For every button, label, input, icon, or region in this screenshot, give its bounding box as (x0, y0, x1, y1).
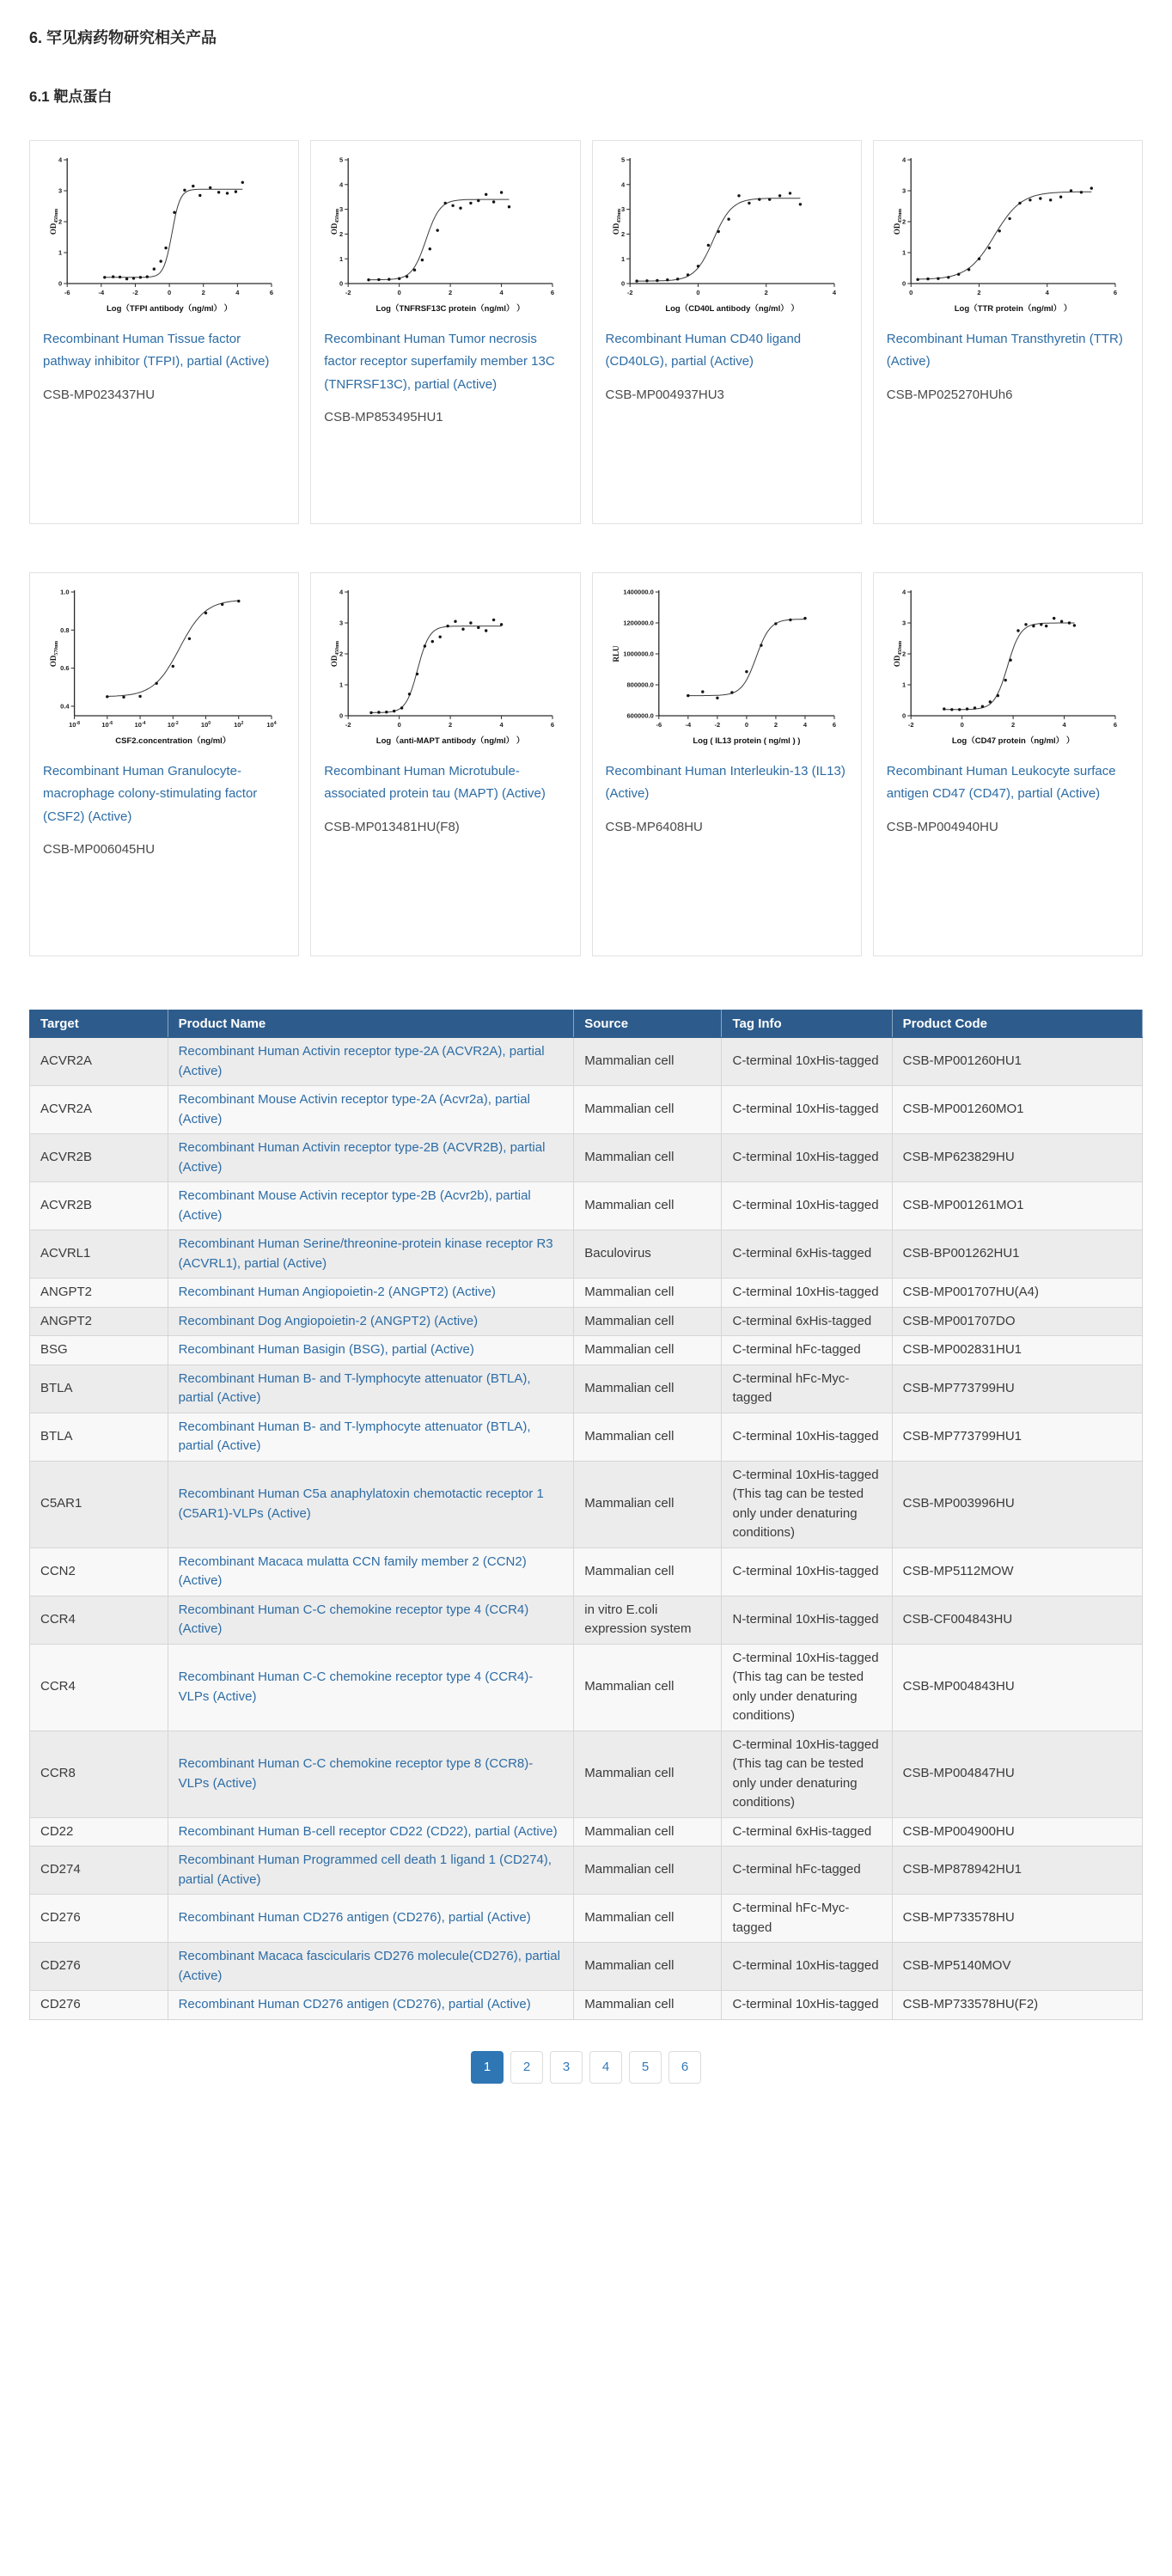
cell-target: ANGPT2 (30, 1279, 168, 1308)
column-header: Product Code (892, 1010, 1142, 1038)
cards-grid (29, 140, 1143, 956)
cell-source: Mammalian cell (574, 1895, 722, 1943)
svg-text:4: 4 (1062, 721, 1066, 729)
cell-source: Mammalian cell (574, 1182, 722, 1230)
product-link[interactable]: Recombinant Human Tumor necrosis factor receptor superfamily member 13C (TNFRSF13C), partial (Active) (324, 332, 555, 392)
svg-text:OD450nm: $OD_{450nm}$ (330, 640, 341, 668)
cell-product-name (168, 1086, 574, 1134)
cell-tag-info: C-terminal 10xHis-tagged (This tag can be tested only under denaturing conditions) (722, 1461, 892, 1547)
cell-target: CCR4 (30, 1596, 168, 1644)
cell-product-code: CSB-MP878942HU1 (892, 1847, 1142, 1895)
cell-target: CD274 (30, 1847, 168, 1895)
svg-text:1.0: 1.0 (60, 588, 70, 596)
svg-text:OD570nm: $OD_{570nm}$ (49, 640, 59, 668)
svg-text:10-4: $10^{-4}$ (134, 720, 146, 729)
cell-source: Mammalian cell (574, 1364, 722, 1413)
svg-text:104: $10^4$ (266, 720, 277, 729)
cell-target: CD22 (30, 1817, 168, 1847)
cell-source: in vitro E.coli expression system (574, 1596, 722, 1644)
svg-text:0: 0 (744, 721, 748, 729)
svg-text:OD450nm: $OD_{450nm}$ (611, 208, 622, 235)
product-card (29, 140, 299, 524)
cell-product-name (168, 1943, 574, 1991)
table-row (30, 1943, 1143, 1991)
cell-tag-info: C-terminal hFc-tagged (722, 1336, 892, 1365)
cell-source: Mammalian cell (574, 1644, 722, 1731)
svg-text:1200000.0: 1200000.0 (622, 619, 654, 627)
product-code: CSB-MP853495HU1 (324, 409, 443, 424)
cell-tag-info: C-terminal 10xHis-tagged (722, 1547, 892, 1596)
svg-text:3: 3 (901, 619, 906, 627)
svg-text:Log（TFPI antibody（ng/ml） ）: Log（TFPI antibody（ng/ml） ） (107, 304, 233, 314)
cell-product-name (168, 1847, 574, 1895)
cell-tag-info: C-terminal 10xHis-tagged (This tag can be tested only under denaturing conditions) (722, 1731, 892, 1817)
pagination (29, 2051, 1143, 2084)
svg-text:2: 2 (201, 289, 205, 296)
cell-product-name (168, 1644, 574, 1731)
svg-text:0: 0 (397, 289, 402, 296)
cell-product-code: CSB-CF004843HU (892, 1596, 1142, 1644)
page-title: 6. 罕见病药物研究相关产品 (29, 29, 217, 46)
cell-product-name (168, 1731, 574, 1817)
product-code: CSB-MP006045HU (43, 841, 156, 857)
cell-product-name (168, 1596, 574, 1644)
cell-product-name (168, 1038, 574, 1086)
cell-tag-info: C-terminal 6xHis-tagged (722, 1230, 892, 1279)
cell-product-code: CSB-MP5112MOW (892, 1547, 1142, 1596)
svg-text:CSF2.concentration（ng/ml）: CSF2.concentration（ng/ml） (115, 736, 231, 746)
svg-text:6: 6 (832, 721, 836, 729)
cell-product-code: CSB-MP623829HU (892, 1134, 1142, 1182)
product-name-link[interactable]: Recombinant Human C-C chemokine receptor type 4 (CCR4) (Active) (178, 1602, 529, 1636)
product-card (873, 140, 1143, 524)
table-row (30, 1644, 1143, 1731)
product-card (592, 140, 862, 524)
svg-text:Log ( IL13 protein ( ng/ml ): Log ( IL13 protein ( ng/ml ) ) (692, 736, 801, 746)
svg-text:OD450nm: $OD_{450nm}$ (892, 208, 903, 235)
cell-target: CD276 (30, 1991, 168, 2020)
cell-tag-info: C-terminal 10xHis-tagged (722, 1413, 892, 1461)
cell-product-name (168, 1461, 574, 1547)
svg-text:0: 0 (58, 279, 63, 288)
svg-text:3: 3 (339, 619, 344, 627)
svg-text:0: 0 (696, 289, 700, 296)
svg-text:0.8: 0.8 (60, 626, 70, 634)
svg-text:6: 6 (551, 289, 555, 296)
svg-text:-4: -4 (98, 289, 105, 296)
products-table (29, 1010, 1143, 2020)
svg-text:OD450nm: $OD_{450nm}$ (892, 640, 903, 668)
table-row (30, 1413, 1143, 1461)
cell-target: BSG (30, 1336, 168, 1365)
cell-product-name (168, 1991, 574, 2020)
cell-tag-info: C-terminal 10xHis-tagged (722, 1134, 892, 1182)
svg-text:2: 2 (1010, 721, 1016, 729)
product-chart (606, 150, 848, 320)
cell-target: CCR8 (30, 1731, 168, 1817)
product-name-link[interactable]: Recombinant Human B-cell receptor CD22 (CD22), partial (Active) (178, 1823, 558, 1839)
table-row (30, 1847, 1143, 1895)
svg-text:100: $10^0$ (201, 720, 211, 729)
svg-text:4: 4 (58, 156, 63, 164)
svg-text:0: 0 (960, 721, 964, 729)
cell-product-code: CSB-MP001707DO (892, 1307, 1142, 1336)
product-name-link[interactable]: Recombinant Human Basigin (BSG), partial (Active) (178, 1342, 474, 1357)
svg-text:4: 4 (901, 156, 906, 164)
product-name-link[interactable]: Recombinant Human Serine/threonine-protein kinase receptor R3 (ACVRL1), partial (Active) (178, 1236, 553, 1271)
cell-source: Mammalian cell (574, 1731, 722, 1817)
svg-text:2: 2 (620, 230, 625, 238)
cell-product-code: CSB-MP004847HU (892, 1731, 1142, 1817)
product-card (29, 572, 299, 956)
cell-source: Mammalian cell (574, 1943, 722, 1991)
product-card (873, 572, 1143, 956)
product-name-link[interactable]: Recombinant Macaca mulatta CCN family member 2 (CCN2) (Active) (178, 1554, 527, 1588)
svg-text:-2: -2 (345, 721, 351, 729)
cell-product-code: CSB-MP003996HU (892, 1461, 1142, 1547)
cell-product-name (168, 1182, 574, 1230)
cell-product-code: CSB-MP773799HU1 (892, 1413, 1142, 1461)
cell-source: Mammalian cell (574, 1547, 722, 1596)
svg-text:1000000.0: 1000000.0 (622, 650, 654, 658)
cell-product-name (168, 1547, 574, 1596)
table-row (30, 1279, 1143, 1308)
cell-source: Mammalian cell (574, 1461, 722, 1547)
svg-text:0: 0 (168, 289, 172, 296)
product-name-link[interactable]: Recombinant Human Angiopoietin-2 (ANGPT2) (Active) (178, 1285, 496, 1299)
svg-text:1: 1 (620, 254, 625, 263)
product-chart (43, 150, 285, 320)
svg-text:0: 0 (339, 279, 344, 288)
table-header-row (30, 1010, 1143, 1038)
svg-text:0: 0 (620, 279, 625, 288)
svg-text:4: 4 (499, 289, 504, 296)
cell-target: BTLA (30, 1413, 168, 1461)
svg-text:6: 6 (1113, 721, 1117, 729)
cell-source: Mammalian cell (574, 1086, 722, 1134)
cell-product-code: CSB-MP002831HU1 (892, 1336, 1142, 1365)
page-button-2[interactable]: 2 (510, 2051, 543, 2084)
page-button-4[interactable]: 4 (589, 2051, 622, 2084)
cell-target: ACVR2B (30, 1134, 168, 1182)
svg-text:5: 5 (339, 156, 344, 164)
svg-text:5: 5 (620, 156, 625, 164)
svg-text:4: 4 (1045, 289, 1049, 296)
product-link[interactable]: Recombinant Human Leukocyte surface antigen CD47 (CD47), partial (Active) (886, 764, 1116, 802)
svg-text:0: 0 (901, 711, 906, 720)
svg-text:1: 1 (58, 248, 63, 257)
svg-text:10-8: $10^{-8}$ (69, 720, 81, 729)
cell-target: ANGPT2 (30, 1307, 168, 1336)
cell-product-code: CSB-MP001260MO1 (892, 1086, 1142, 1134)
cell-product-code: CSB-MP773799HU (892, 1364, 1142, 1413)
svg-text:2: 2 (339, 650, 344, 658)
svg-text:2: 2 (449, 289, 453, 296)
svg-text:3: 3 (339, 205, 344, 214)
cell-tag-info: C-terminal 6xHis-tagged (722, 1307, 892, 1336)
cell-source: Mammalian cell (574, 1991, 722, 2020)
cell-tag-info: N-terminal 10xHis-tagged (722, 1596, 892, 1644)
svg-text:0.6: 0.6 (60, 664, 70, 673)
svg-text:-2: -2 (132, 289, 138, 296)
table-body (30, 1038, 1143, 2020)
page-button-1[interactable]: 1 (471, 2051, 504, 2084)
cell-tag-info: C-terminal 10xHis-tagged (722, 1038, 892, 1086)
svg-text:4: 4 (235, 289, 240, 296)
cell-product-name (168, 1336, 574, 1365)
cell-product-code: CSB-MP004900HU (892, 1817, 1142, 1847)
svg-text:Log（CD40L antibody（ng/ml） ）: Log（CD40L antibody（ng/ml） ） (664, 304, 799, 314)
cell-product-name (168, 1279, 574, 1308)
svg-text:102: $10^2$ (234, 720, 244, 729)
table-row (30, 1038, 1143, 1086)
cell-tag-info: C-terminal 6xHis-tagged (722, 1817, 892, 1847)
svg-text:600000.0: 600000.0 (626, 711, 654, 720)
product-chart (43, 582, 285, 752)
svg-text:1: 1 (339, 681, 344, 689)
table-row (30, 1817, 1143, 1847)
svg-text:2: 2 (901, 650, 906, 658)
svg-text:4: 4 (339, 588, 344, 596)
product-link[interactable]: Recombinant Human Transthyretin (TTR) (Active) (886, 332, 1123, 369)
cell-source: Baculovirus (574, 1230, 722, 1279)
cell-target: CD276 (30, 1895, 168, 1943)
svg-text:Log（TTR protein（ng/ml） ）: Log（TTR protein（ng/ml） ） (954, 304, 1072, 314)
cell-tag-info: C-terminal 10xHis-tagged (722, 1279, 892, 1308)
cell-tag-info: C-terminal 10xHis-tagged (722, 1991, 892, 2020)
product-name-link[interactable]: Recombinant Human CD276 antigen (CD276), partial (Active) (178, 1997, 531, 2011)
table-row (30, 1364, 1143, 1413)
svg-text:0: 0 (397, 721, 402, 729)
svg-text:2: 2 (773, 721, 778, 729)
cell-product-name (168, 1364, 574, 1413)
svg-text:2: 2 (977, 289, 981, 296)
product-name-link[interactable]: Recombinant Human CD276 antigen (CD276), partial (Active) (178, 1910, 531, 1926)
product-card (592, 572, 862, 956)
cell-tag-info: C-terminal 10xHis-tagged (722, 1182, 892, 1230)
cell-tag-info: C-terminal 10xHis-tagged (722, 1086, 892, 1134)
cell-target: BTLA (30, 1364, 168, 1413)
svg-text:2: 2 (764, 289, 768, 296)
cell-product-name (168, 1134, 574, 1182)
table-row (30, 1596, 1143, 1644)
svg-text:1: 1 (901, 248, 906, 257)
product-link[interactable]: Recombinant Human Tissue factor pathway inhibitor (TFPI), partial (Active) (43, 332, 270, 369)
cell-source: Mammalian cell (574, 1038, 722, 1086)
product-code: CSB-MP023437HU (43, 387, 156, 402)
table-row (30, 1134, 1143, 1182)
cell-tag-info: C-terminal hFc-Myc-tagged (722, 1895, 892, 1943)
svg-text:10-6: $10^{-6}$ (101, 720, 113, 729)
svg-text:-6: -6 (64, 289, 70, 296)
product-code: CSB-MP025270HUh6 (886, 387, 1013, 402)
cell-product-code: CSB-MP001261MO1 (892, 1182, 1142, 1230)
table-row (30, 1731, 1143, 1817)
svg-text:-4: -4 (685, 721, 691, 729)
product-chart (324, 582, 566, 752)
svg-text:10-2: $10^{-2}$ (167, 720, 179, 729)
svg-text:-2: -2 (626, 289, 633, 296)
product-name-link[interactable]: Recombinant Human Activin receptor type-2B (ACVR2B), partial (Active) (178, 1140, 546, 1175)
cell-source: Mammalian cell (574, 1847, 722, 1895)
svg-text:OD450nm: $OD_{450nm}$ (330, 208, 341, 235)
svg-text:0: 0 (339, 711, 344, 720)
svg-text:6: 6 (1113, 289, 1117, 296)
cell-product-name (168, 1230, 574, 1279)
cell-target: CD276 (30, 1943, 168, 1991)
svg-text:4: 4 (901, 588, 906, 596)
cell-tag-info: C-terminal hFc-Myc-tagged (722, 1364, 892, 1413)
table-row (30, 1230, 1143, 1279)
table-row (30, 1336, 1143, 1365)
table-row (30, 1182, 1143, 1230)
table-row (30, 1086, 1143, 1134)
table-row (30, 1547, 1143, 1596)
page-button-5[interactable]: 5 (629, 2051, 662, 2084)
cell-source: Mammalian cell (574, 1413, 722, 1461)
product-code: CSB-MP013481HU(F8) (324, 819, 460, 834)
svg-text:2: 2 (58, 217, 63, 226)
svg-text:OD450nm: $OD_{450nm}$ (49, 208, 59, 235)
cell-product-code: CSB-MP001707HU(A4) (892, 1279, 1142, 1308)
product-card (310, 140, 580, 524)
page-button-3[interactable]: 3 (550, 2051, 583, 2084)
cell-product-name (168, 1413, 574, 1461)
cell-source: Mammalian cell (574, 1817, 722, 1847)
cell-product-code: CSB-MP001260HU1 (892, 1038, 1142, 1086)
svg-text:2: 2 (449, 721, 453, 729)
product-name-link[interactable]: Recombinant Mouse Activin receptor type-2A (Acvr2a), partial (Active) (178, 1092, 530, 1126)
svg-text:-2: -2 (345, 289, 351, 296)
svg-text:RLU: RLU (611, 645, 620, 662)
product-name-link[interactable]: Recombinant Macaca fascicularis CD276 molecule(CD276), partial (Active) (178, 1949, 560, 1983)
svg-text:Log（CD47 protein（ng/ml） ）: Log（CD47 protein（ng/ml） ） (951, 736, 1075, 746)
cell-product-code: CSB-MP5140MOV (892, 1943, 1142, 1991)
svg-text:1400000.0: 1400000.0 (622, 588, 654, 596)
product-code: CSB-MP6408HU (605, 819, 703, 834)
cell-target: ACVRL1 (30, 1230, 168, 1279)
cell-target: CCR4 (30, 1644, 168, 1731)
table-row (30, 1991, 1143, 2020)
svg-text:4: 4 (620, 180, 625, 189)
cell-target: C5AR1 (30, 1461, 168, 1547)
product-link[interactable]: Recombinant Human Interleukin-13 (IL13) (Active) (605, 764, 845, 802)
svg-text:3: 3 (58, 186, 63, 195)
cell-target: ACVR2B (30, 1182, 168, 1230)
table-row (30, 1461, 1143, 1547)
section-subtitle: 6.1 靶点蛋白 (29, 89, 113, 105)
product-chart (324, 150, 566, 320)
product-chart (887, 582, 1129, 752)
product-code: CSB-MP004940HU (886, 819, 998, 834)
cell-product-code: CSB-MP004843HU (892, 1644, 1142, 1731)
cell-source: Mammalian cell (574, 1307, 722, 1336)
svg-text:Log（TNFRSF13C protein（ng/ml） ）: Log（TNFRSF13C protein（ng/ml） ） (375, 304, 526, 314)
svg-text:3: 3 (620, 205, 625, 214)
cell-source: Mammalian cell (574, 1279, 722, 1308)
cell-source: Mammalian cell (574, 1336, 722, 1365)
product-name-link[interactable]: Recombinant Dog Angiopoietin-2 (ANGPT2) (Active) (178, 1313, 479, 1328)
product-name-link[interactable]: Recombinant Human C-C chemokine receptor type 4 (CCR4)-VLPs (Active) (178, 1670, 534, 1704)
cell-tag-info: C-terminal 10xHis-tagged (722, 1943, 892, 1991)
product-link[interactable]: Recombinant Human CD40 ligand (CD40LG), partial (Active) (605, 332, 802, 369)
product-link[interactable]: Recombinant Human Granulocyte-macrophage colony-stimulating factor (CSF2) (Active) (43, 764, 258, 824)
product-name-link[interactable]: Recombinant Human C-C chemokine receptor type 8 (CCR8)-VLPs (Active) (178, 1756, 534, 1791)
svg-text:2: 2 (339, 230, 344, 238)
svg-text:-2: -2 (714, 721, 720, 729)
product-name-link[interactable]: Recombinant Human C5a anaphylatoxin chemotactic receptor 1 (C5AR1)-VLPs (Active) (178, 1486, 544, 1521)
svg-text:4: 4 (499, 721, 504, 729)
cell-product-name (168, 1895, 574, 1943)
column-header: Tag Info (722, 1010, 892, 1038)
cell-source: Mammalian cell (574, 1134, 722, 1182)
cell-product-name (168, 1307, 574, 1336)
product-code: CSB-MP004937HU3 (605, 387, 724, 402)
table-row (30, 1307, 1143, 1336)
page-button-6[interactable]: 6 (668, 2051, 701, 2084)
cell-target: CCN2 (30, 1547, 168, 1596)
svg-text:6: 6 (270, 289, 274, 296)
cell-tag-info: C-terminal 10xHis-tagged (This tag can be tested only under denaturing conditions) (722, 1644, 892, 1731)
product-name-link[interactable]: Recombinant Human B- and T-lymphocyte attenuator (BTLA), partial (Active) (178, 1419, 531, 1453)
svg-text:3: 3 (901, 186, 906, 195)
svg-text:4: 4 (832, 289, 836, 296)
svg-text:1: 1 (339, 254, 344, 263)
column-header: Product Name (168, 1010, 574, 1038)
cell-product-code: CSB-BP001262HU1 (892, 1230, 1142, 1279)
product-name-link[interactable]: Recombinant Human B- and T-lymphocyte attenuator (BTLA), partial (Active) (178, 1370, 531, 1405)
svg-text:2: 2 (901, 217, 906, 226)
svg-text:0: 0 (901, 279, 906, 288)
product-link[interactable]: Recombinant Human Microtubule-associated protein tau (MAPT) (Active) (324, 764, 546, 802)
product-chart (606, 582, 848, 752)
table-row (30, 1895, 1143, 1943)
cell-product-name (168, 1817, 574, 1847)
svg-text:Log（anti-MAPT antibody（ng/ml）: Log（anti-MAPT antibody（ng/ml） ） (376, 736, 525, 746)
product-name-link[interactable]: Recombinant Human Programmed cell death 1 ligand 1 (CD274), partial (Active) (178, 1853, 552, 1887)
svg-text:-6: -6 (656, 721, 662, 729)
product-chart (887, 150, 1129, 320)
column-header: Target (30, 1010, 168, 1038)
column-header: Source (574, 1010, 722, 1038)
cell-target: ACVR2A (30, 1086, 168, 1134)
product-name-link[interactable]: Recombinant Human Activin receptor type-2A (ACVR2A), partial (Active) (178, 1044, 545, 1078)
svg-text:800000.0: 800000.0 (626, 681, 654, 689)
svg-text:6: 6 (551, 721, 555, 729)
svg-text:4: 4 (803, 721, 807, 729)
svg-text:0: 0 (908, 289, 913, 296)
svg-text:0.4: 0.4 (60, 702, 70, 711)
svg-text:-2: -2 (907, 721, 914, 729)
cell-product-code: CSB-MP733578HU(F2) (892, 1991, 1142, 2020)
product-card (310, 572, 580, 956)
cell-product-code: CSB-MP733578HU (892, 1895, 1142, 1943)
product-name-link[interactable]: Recombinant Mouse Activin receptor type-2B (Acvr2b), partial (Active) (178, 1188, 531, 1223)
cell-tag-info: C-terminal hFc-tagged (722, 1847, 892, 1895)
svg-text:4: 4 (339, 180, 344, 189)
svg-text:1: 1 (901, 681, 906, 689)
cell-target: ACVR2A (30, 1038, 168, 1086)
